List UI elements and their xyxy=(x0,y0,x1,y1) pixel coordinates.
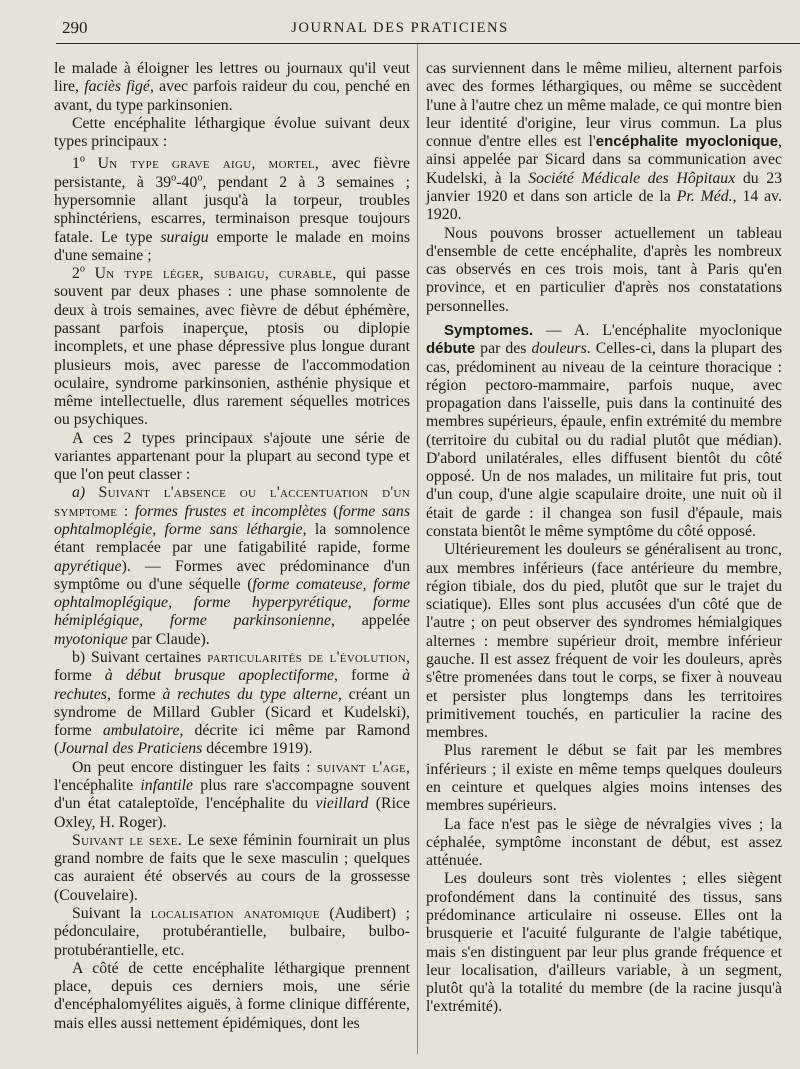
paragraph: Cette encéphalite léthargique évolue suivant deux types principaux : xyxy=(54,114,410,151)
paragraph: cas surviennent dans le même milieu, alternent parfois avec des formes léthargiques, ou même se succèdent l'une à l'autre chez un même malade, ce qui montre bien leur identité d'origine, leur virus commun. La plus connue d'entre elles est l'encéphalite myoclonique, ainsi appelée par Sicard dans sa communication avec Kudelski, à la Société Médicale des Hôpitaux du 23 janvier 1920 et dans son article de la Pr. Méd., 14 av. 1920. xyxy=(426,60,783,224)
paragraph: Suivant la localisation anatomique (Audibert) ; pédonculaire, protubérantielle, bulbaire, bulbo-protubérantielle, etc. xyxy=(54,904,410,959)
paragraph: Suivant le sexe. Le sexe féminin fournirait un plus grand nombre de faits que le sexe masculin ; quelques cas auraient été observés au cours de la grossesse (Couvelaire). xyxy=(54,831,410,904)
page-header xyxy=(0,0,800,44)
paragraph: 2$^o$ Un type léger, subaigu, curable, qui passe souvent par deux phases : une phase somnolente de deux à trois semaines, avec fièvre de début éphémère, passant parfois inaperçue, ptosis ou diplopie incomplets, et une phase dépressive plus longue durant plusieurs mois, avec paresse de l'accommodation oculaire, syndrome parkinsonien, asthénie physique et même intellectuelle, dlus rarement séquelles motrices ou psychiques. xyxy=(54,263,410,429)
paragraph: b) Suivant certaines particularités de l'évolution, forme à début brusque apoplectiforme, forme à rechutes, forme à rechutes du type alterne, créant un syndrome de Millard Gubler (Sicard et Kudelski), forme ambulatoire, décrite ici même par Ramond (Journal des Praticiens décembre 1919). xyxy=(54,649,410,758)
paragraph: A côté de cette encéphalite léthargique prennent place, depuis ces derniers mois, une série d'encéphalomyélites aiguës, à forme clinique différente, mais elles aussi nettement épidémiques, dont les xyxy=(54,959,410,1032)
right-column xyxy=(426,60,782,1017)
column-divider xyxy=(417,44,418,1054)
paragraph: La face n'est pas le siège de névralgies vives ; la céphalée, symptôme inconstant de début, est assez atténuée. xyxy=(426,815,782,870)
header-rule xyxy=(56,43,800,44)
paragraph: Ultérieurement les douleurs se généralisent au tronc, aux membres inférieurs (face antérieure du membre, région tibiale, dos du pied, plutôt que sur le trajet du sciatique). Elles sont plus accusées d'un côté que de l'autre ; on peut observer des syndromes hémialgiques alternes : membre supérieur droit, membre inférieur gauche. Il est assez fréquent de voir les douleurs, après s'être promenées dans tout le corps, se fixer à nouveau et persister plus longtemps dans les territoires primitivement touchés, en particulier la racine des membres. xyxy=(426,541,782,742)
paragraph: a) Suivant l'absence ou l'accentuation d'un symptome : formes frustes et incomplètes (forme sans ophtalmoplégie, forme sans léthargie, la somnolence étant remplacée par une fatigabilité rapide, forme apyrétique). — Formes avec prédominance d'un symptôme ou d'une séquelle (forme comateuse, forme ophtalmoplégique, forme hyperpyrétique, forme hémiplégique, forme parkinsonienne, appelée myotonique par Claude). xyxy=(54,484,411,648)
paragraph: 1$^o$ Un type grave aigu, mortel, avec fièvre persistante, à 39$^o$-40$^o$, pendant 2 à 3 semaines ; hypersomnie allant jusqu'à la torpeur, troubles sphinctériens, escarres, terminaison presque toujours fatale. Le type suraigu emporte le malade en moins d'une semaine ; xyxy=(54,154,411,264)
paragraph: On peut encore distinguer les faits : suivant l'age, l'encéphalite infantile plus rare s'accompagne souvent d'un état cataleptoïde, l'encéphalite du vieillard (Rice Oxley, H. Roger). xyxy=(54,758,410,831)
page-number: 290 xyxy=(62,18,88,37)
paragraph: A ces 2 types principaux s'ajoute une série de variantes appartenant pour la plupart au second type et que l'on peut classer : xyxy=(54,429,410,484)
journal-title: JOURNAL DES PRATICIENS xyxy=(291,20,509,36)
paragraph: Plus rarement le début se fait par les membres inférieurs ; il existe en même temps quelques douleurs en ceinture et quelques algies moins intenses des membres supérieurs. xyxy=(426,742,782,815)
paragraph: Symptomes. — A. L'encéphalite myoclonique débute par des douleurs. Celles-ci, dans la plupart des cas, prédominent au niveau de la ceinture thoracique : région pectoro-mammaire, parfois nuque, avec propagation dans l'aisselle, puis dans la continuité des membres supérieurs, épaule, enfin extrémité du membre (territoire du cubital ou du radial plutôt que médian). D'abord unilatérales, elles diffusent bientôt du côté opposé. Un de nos malades, un militaire fut pris, tout d'un coup, d'une algie scapulaire droite, une nuit où il était de garde : il changea son fusil d'épaule, mais constata bientôt le même symptôme du côté opposé. xyxy=(426,321,782,541)
left-column xyxy=(54,60,410,1033)
section-heading: Symptomes. xyxy=(444,321,534,339)
paragraph: Nous pouvons brosser actuellement un tableau d'ensemble de cette encéphalite, d'après les nombreux cas observés en ces trois mois, tant à Paris qu'en province, et en particulier d'après nos constatations personnelles. xyxy=(426,224,782,315)
paragraph: le malade à éloigner les lettres ou journaux qu'il veut lire, faciès figé, avec parfois raideur du cou, penché en avant, du type parkinsonien. xyxy=(54,60,410,114)
paragraph: Les douleurs sont très violentes ; elles siègent profondément dans la continuité des tissus, sans prédominance articulaire ni osseuse. Elles ont la brusquerie et l'acuité fulgurante de l'algie tabétique, mais s'en distinguent par leur plus grande fréquence et leur localisation, d'ailleurs variable, à un segment, plutôt qu'à la totalité du membre (de la racine jusqu'à l'extrémité). xyxy=(426,870,782,1016)
